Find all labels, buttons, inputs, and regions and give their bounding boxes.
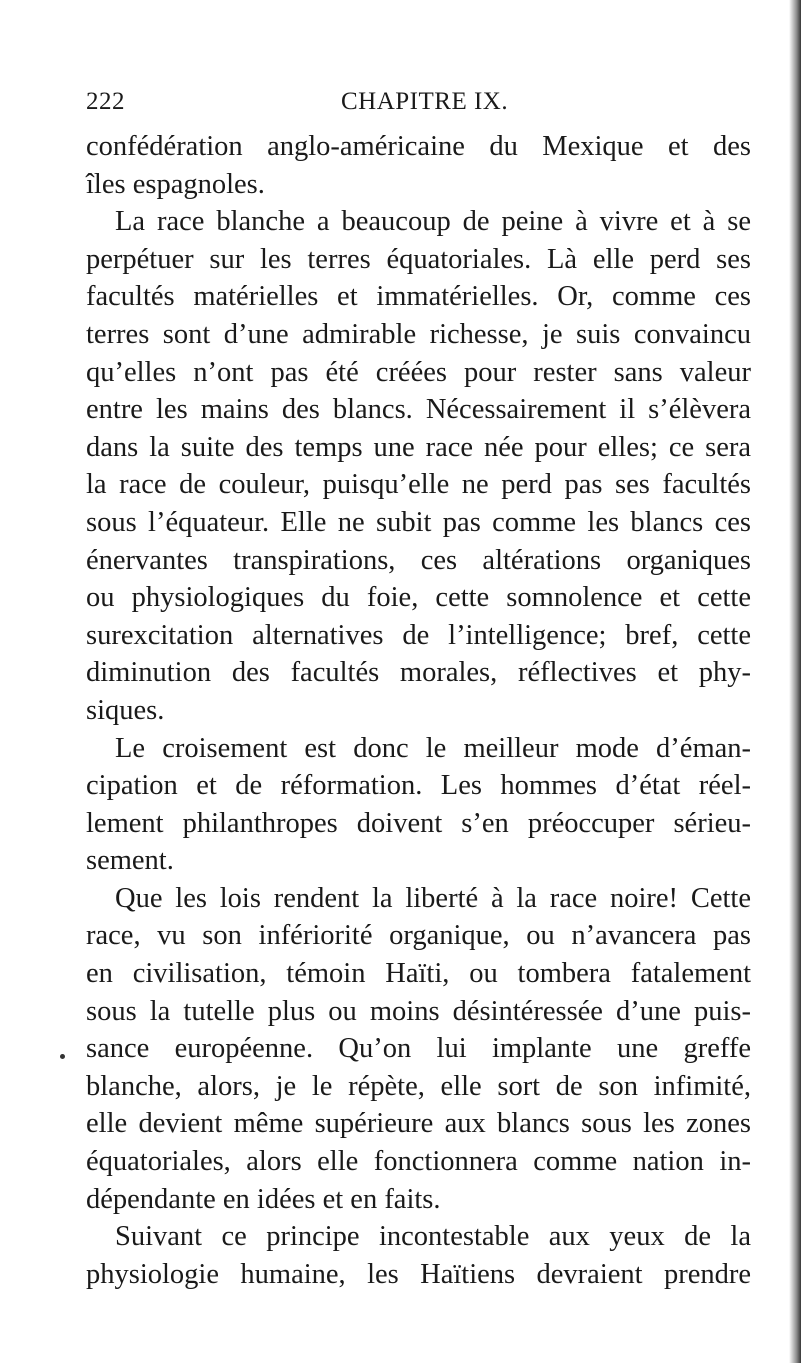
text-line: la race de couleur, puisqu’elle ne perd pas ses facultés	[86, 469, 751, 501]
text-line: équatoriales, alors elle fonctionnera comme nation in-	[86, 1146, 751, 1178]
text-line: sous l’équateur. Elle ne subit pas comme les blancs ces	[86, 506, 751, 538]
text-line: dans la suite des temps une race née pour elles; ce sera	[86, 431, 751, 463]
text-line: siques.	[86, 694, 165, 726]
text-line: en civilisation, témoin Haïti, ou tombera fatalement	[86, 958, 751, 990]
page-number: 222	[86, 88, 125, 115]
text-line: Le croisement est donc le meilleur mode d’éman-	[115, 732, 751, 764]
ink-speck	[60, 1054, 65, 1059]
text-line: îles espagnoles.	[86, 168, 265, 200]
text-line: sement.	[86, 845, 174, 877]
text-line: cipation et de réformation. Les hommes d’état réel-	[86, 770, 751, 802]
text-line: blanche, alors, je le répète, elle sort de son infimité,	[86, 1070, 751, 1102]
text-line: La race blanche a beaucoup de peine à vivre et à se	[115, 206, 751, 238]
text-line: sance européenne. Qu’on lui implante une greffe	[86, 1033, 751, 1065]
text-line: ou physiologiques du foie, cette somnolence et cette	[86, 582, 751, 614]
text-line: confédération anglo-américaine du Mexique et des	[86, 131, 751, 162]
text-line: sous la tutelle plus ou moins désintéressée d’une puis-	[86, 995, 751, 1027]
text-line: diminution des facultés morales, réflectives et phy-	[86, 657, 751, 689]
text-line: terres sont d’une admirable richesse, je suis convaincu	[86, 318, 751, 350]
body-text	[86, 128, 751, 1293]
text-line: race, vu son infériorité organique, ou n’avancera pas	[86, 920, 751, 952]
text-line: Suivant ce principe incontestable aux yeux de la	[115, 1221, 751, 1253]
text-line: entre les mains des blancs. Nécessairement il s’élèvera	[86, 394, 751, 426]
text-line: qu’elles n’ont pas été créées pour rester sans valeur	[86, 356, 751, 388]
text-line: perpétuer sur les terres équatoriales. Là elle perd ses	[86, 243, 751, 275]
text-line: énervantes transpirations, ces altérations organiques	[86, 544, 751, 576]
text-line: Que les lois rendent la liberté à la race noire! Cette	[115, 882, 751, 914]
text-line: facultés matérielles et immatérielles. Or, comme ces	[86, 281, 751, 313]
text-line: physiologie humaine, les Haïtiens devraient prendre	[86, 1258, 751, 1290]
text-line: surexcitation alternatives de l’intelligence; bref, cette	[86, 619, 751, 651]
page-header	[86, 88, 750, 124]
text-line: lement philanthropes doivent s’en préoccuper sérieu-	[86, 807, 751, 839]
text-line: elle devient même supérieure aux blancs sous les zones	[86, 1108, 751, 1140]
page-edge-shadow	[789, 0, 801, 1363]
running-head: CHAPITRE IX.	[341, 88, 509, 115]
text-line: dépendante en idées et en faits.	[86, 1183, 441, 1215]
